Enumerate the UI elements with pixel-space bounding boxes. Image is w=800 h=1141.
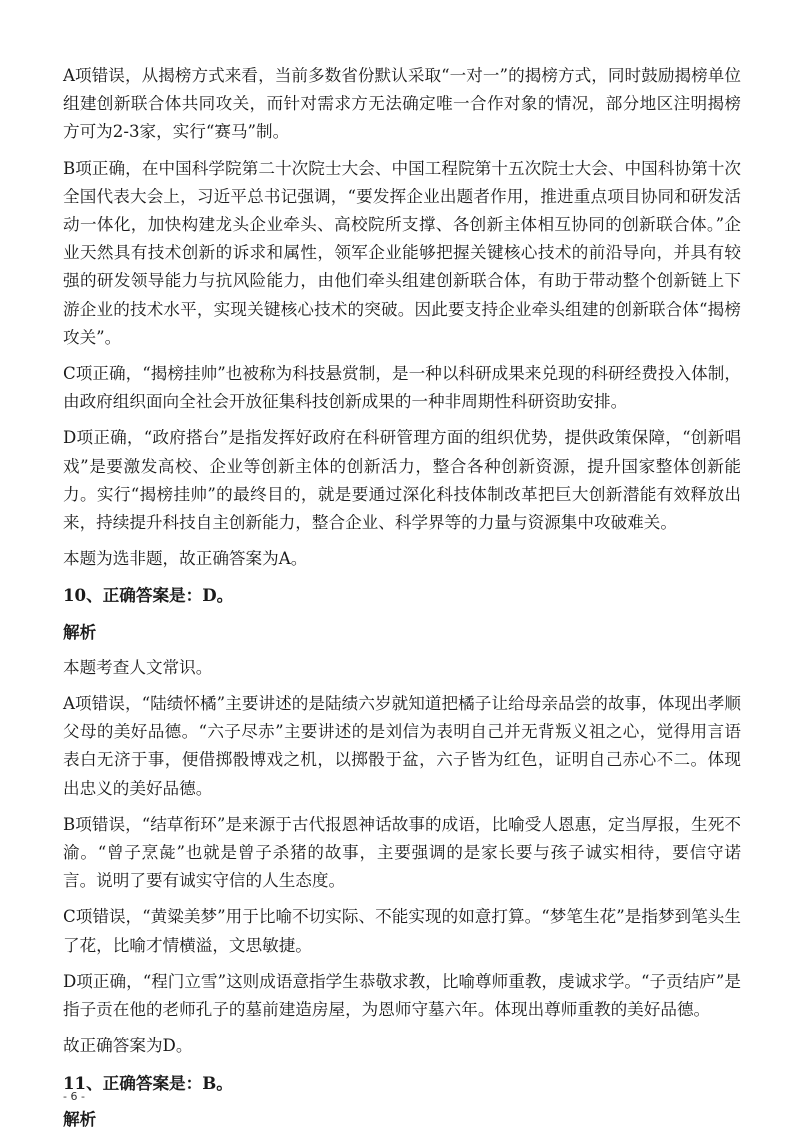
q10-conclusion: 故正确答案为D。: [63, 1036, 193, 1056]
q9-option-d: D项正确，“政府搭台”是指发挥好政府在科研管理方面的组织优势，提供政策保障，“创新唱戏”是要激发高校、企业等创新主体的创新活力，整合各种创新资源，提升国家整体创新能力。实行“揭榜挂帅”的最终目的，就是要通过深化科技体制改革把巨大创新潜能有效释放出来，持续提升科技自主创新能力，整合企业、科学界等的力量与资源集中攻破难关。: [63, 428, 741, 533]
q9-option-b: B项正确，在中国科学院第二十次院士大会、中国工程院第十五次院士大会、中国科协第十次全国代表大会上，习近平总书记强调，“要发挥企业出题者作用，推进重点项目协同和研发活动一体化，加快构建龙头企业牵头、高校院所支撑、各创新主体相互协同的创新联合体。”企业天然具有技术创新的诉求和属性，领军企业能够把握关键核心技术的前沿导向，并具有较强的研发领导能力与抗风险能力，由他们牵头组建创新联合体，有助于带动整个创新链上下游企业的技术水平，实现关键核心技术的突破。因此要支持企业牵头组建的创新联合体“揭榜攻关”。: [63, 158, 741, 347]
q10-option-d: D项正确，“程门立雪”这则成语意指学生恭敬求教，比喻尊师重教，虔诚求学。“子贡结庐”是指子贡在他的老师孔子的墓前建造房屋，为恩师守墓六年。体现出尊师重教的美好品德。: [63, 971, 741, 1020]
q10-intro: 本题考查人文常识。: [63, 657, 213, 677]
q10-option-c: C项错误，“黄粱美梦”用于比喻不切实际、不能实现的如意打算。“梦笔生花”是指梦到笔头生了花，比喻才情横溢，文思敏捷。: [63, 907, 741, 955]
q11-analysis-label: 解析: [63, 1108, 97, 1129]
q10-option-a: A项错误，“陆绩怀橘”主要讲述的是陆绩六岁就知道把橘子让给母亲品尝的故事，体现出孝顺父母的美好品德。“六子尽赤”主要讲述的是刘信为表明自己并无背叛义祖之心，觉得用言语表白无济于事，便借掷骰博戏之机，以掷骰于盆，六子皆为红色，证明自己赤心不二。体现出忠义的美好品德。: [63, 694, 741, 798]
document-body: [63, 62, 741, 1141]
q9-option-c: C项正确，“揭榜挂帅”也被称为科技悬赏制，是一种以科研成果来兑现的科研经费投入体制，由政府组织面向全社会开放征集科技创新成果的一种非周期性科研资助安排。: [63, 364, 741, 412]
q10-answer-heading: 10、正确答案是：D。: [63, 585, 234, 606]
q9-option-a: A项错误，从揭榜方式来看，当前多数省份默认采取“一对一”的揭榜方式，同时鼓励揭榜单位组建创新联合体共同攻关，而针对需求方无法确定唯一合作对象的情况，部分地区注明揭榜方可为2-3家，实行“赛马”制。: [63, 66, 741, 142]
q11-answer-heading: 11、正确答案是：B。: [63, 1072, 233, 1093]
q10-option-b: B项错误，“结草衔环”是来源于古代报恩神话故事的成语，比喻受人恩惠，定当厚报，生死不渝。“曾子烹彘”也就是曾子杀猪的故事，主要强调的是家长要与孩子诚实相待，要信守诺言。说明了要有诚实守信的人生态度。: [63, 814, 741, 891]
page-number: - 6 -: [63, 1090, 85, 1103]
q9-conclusion: 本题为选非题，故正确答案为A。: [63, 549, 308, 569]
q10-analysis-label: 解析: [63, 621, 97, 642]
